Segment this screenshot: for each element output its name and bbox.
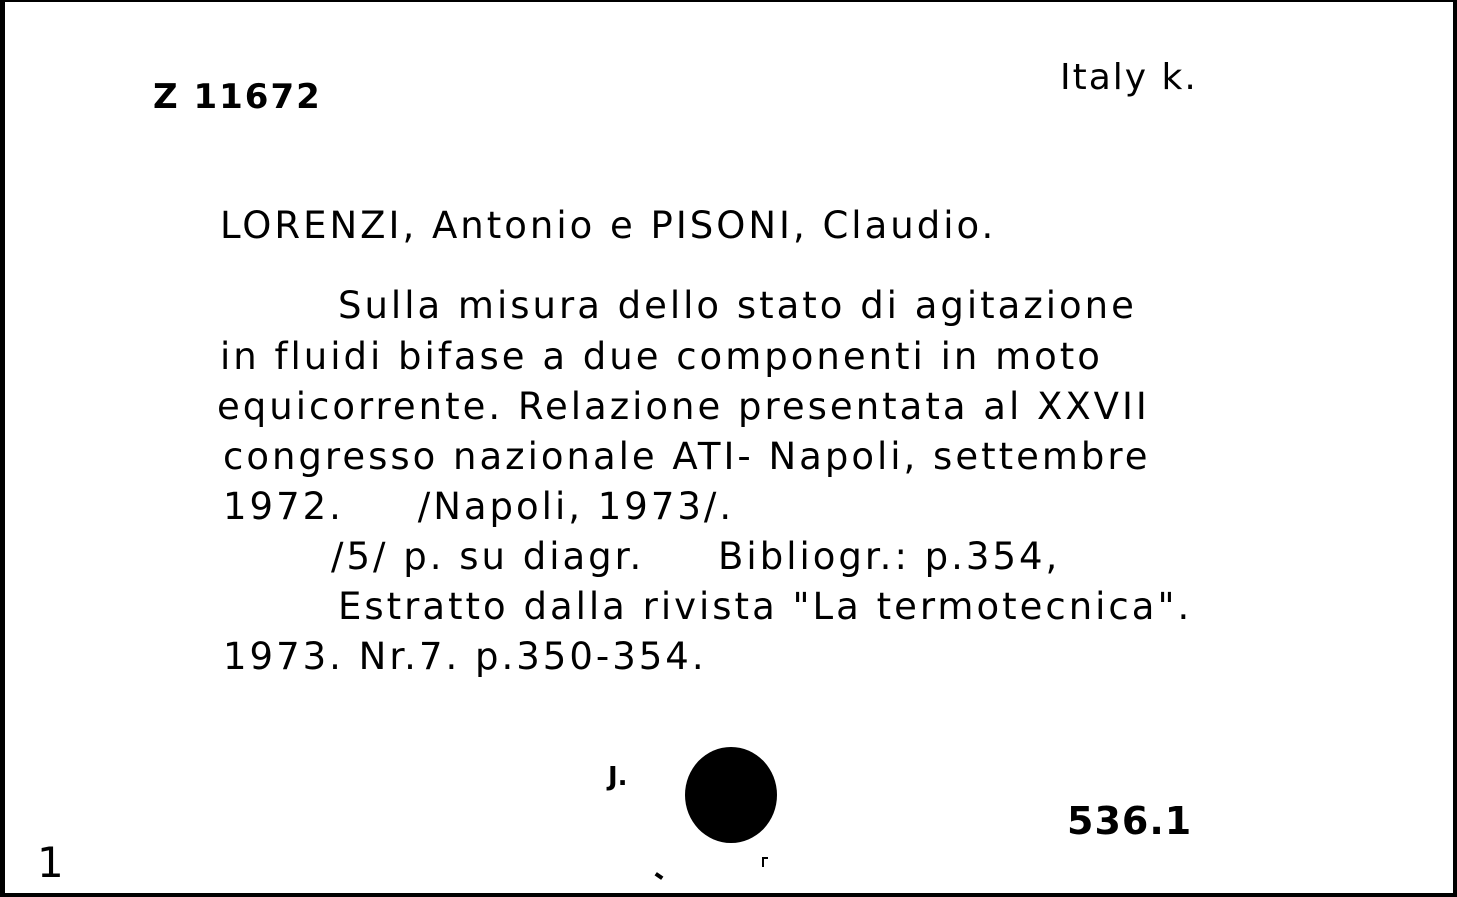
call-number: Z 11672 xyxy=(153,77,322,117)
country-mark: Italy k. xyxy=(1060,57,1198,98)
punch-hole xyxy=(685,747,777,843)
title-line-2: in fluidi bifase a due componenti in moto xyxy=(220,335,1103,378)
note-line-2: 1973. Nr.7. p.350-354. xyxy=(223,635,707,678)
collation-line: /5/ p. su diagr. Bibliogr.: p.354, xyxy=(331,535,1061,578)
title-line-3: equicorrente. Relazione presentata al XXVII xyxy=(217,385,1150,428)
title-line-4: congresso nazionale ATI- Napoli, settembre xyxy=(223,435,1151,478)
title-line-1: Sulla misura dello stato di agitazione xyxy=(338,284,1137,327)
authors-line: LORENZI, Antonio e PISONI, Claudio. xyxy=(220,204,997,247)
card-number: 1 xyxy=(37,838,64,887)
note-line-1: Estratto dalla rivista "La termotecnica". xyxy=(338,585,1193,628)
classification-number: 536.1 xyxy=(1067,799,1193,843)
ink-speck xyxy=(762,859,764,867)
imprint-line: 1972. /Napoli, 1973/. xyxy=(223,485,735,528)
ink-speck xyxy=(655,872,664,880)
handwritten-mark: J. xyxy=(608,762,628,792)
